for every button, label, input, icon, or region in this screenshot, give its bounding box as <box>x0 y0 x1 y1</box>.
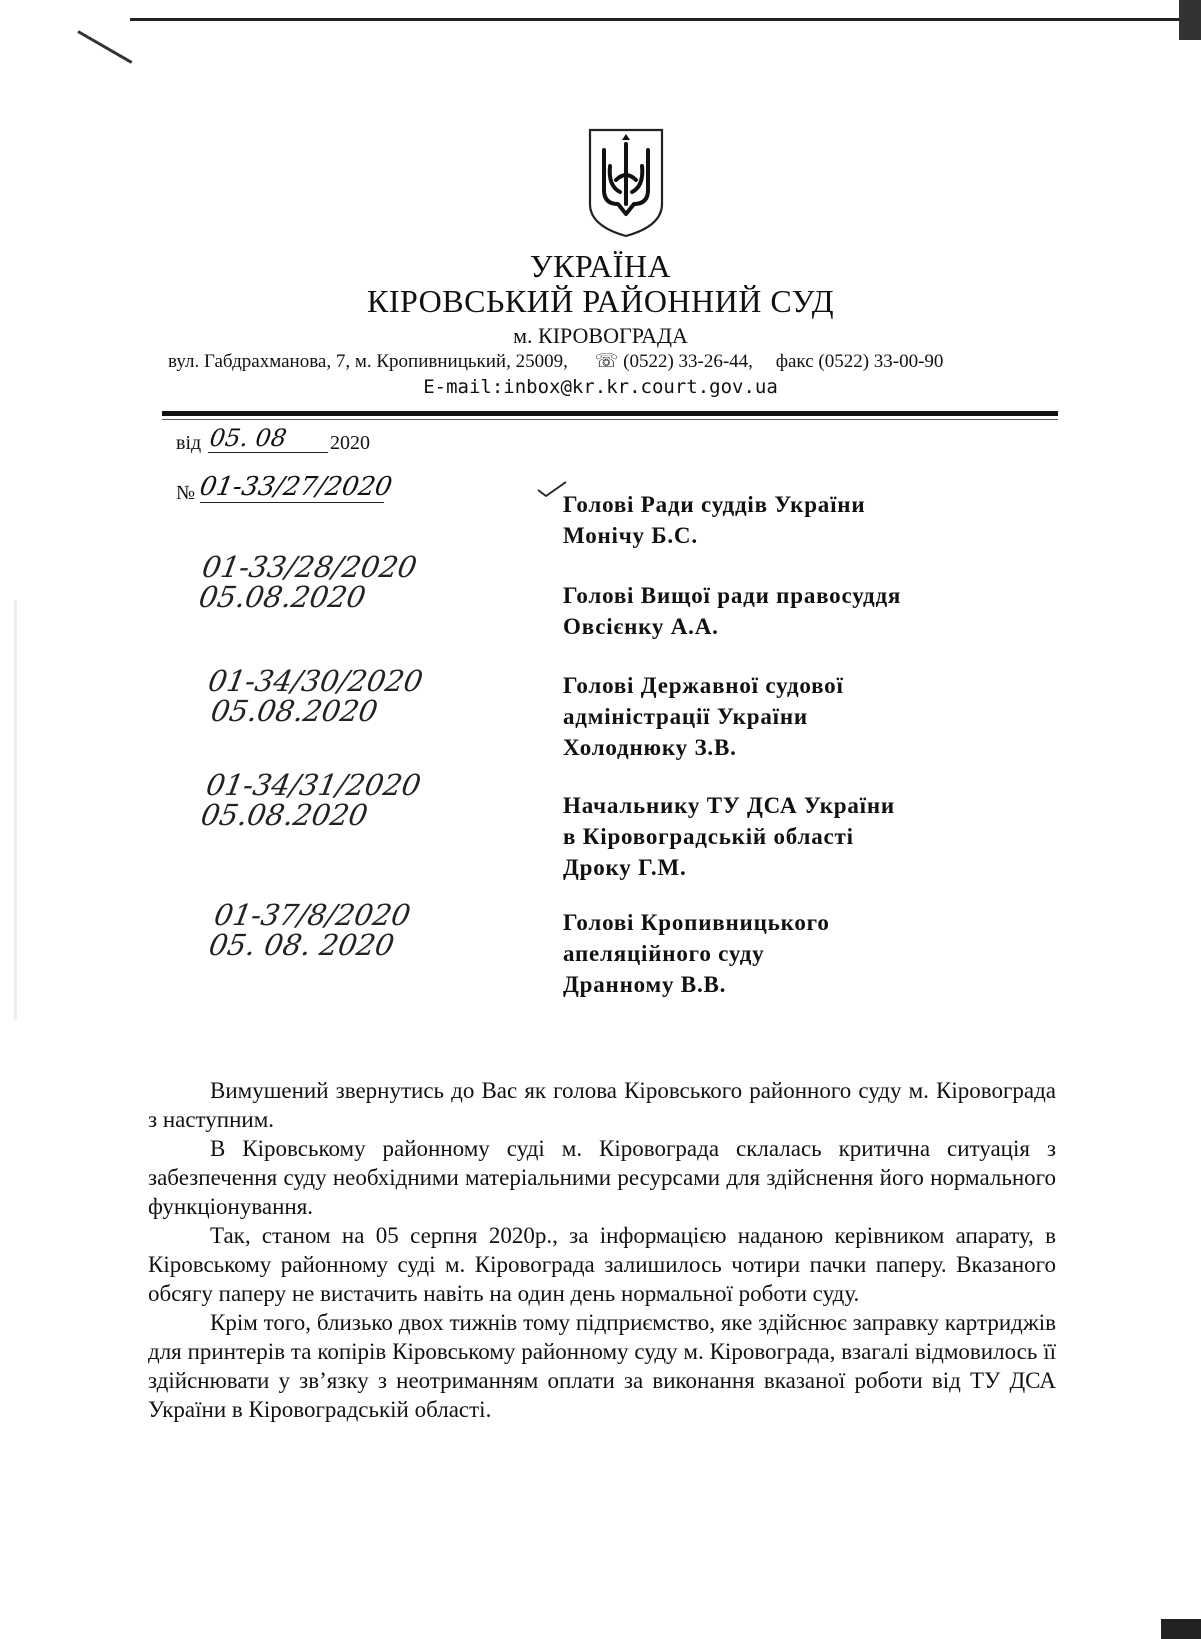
date-label: від <box>176 432 202 454</box>
registration-date: 05.08.2020 <box>198 798 371 832</box>
date-year: 2020 <box>330 432 370 454</box>
court-name: КІРОВСЬКИЙ РАЙОННИЙ СУД <box>366 283 835 319</box>
addressee-block <box>563 580 901 642</box>
number-underline <box>200 502 384 503</box>
court-email: E-mail:inbox@kr.kr.court.gov.ua <box>423 376 778 398</box>
header-rule-thin <box>162 419 1058 420</box>
addressee-line: Холоднюку З.В. <box>563 735 737 760</box>
scan-edge-right <box>1179 0 1201 40</box>
court-city: м. КІРОВОГРАДА <box>513 323 688 348</box>
body-paragraph: Так, станом на 05 серпня 2020р., за інформацією наданою керівником апарату, в Кіровському районному суді м. Кіровограда залишилось чотири пачки паперу. Вказаного обсягу паперу не вистачить навіть на один день нормальної роботи суду. <box>148 1223 1056 1306</box>
scan-mark <box>77 30 132 64</box>
registration-number: 01-37/8/2020 <box>211 898 414 932</box>
registration-date: 05. 08. 2020 <box>206 928 397 962</box>
registration-number: 01-34/30/2020 <box>205 664 426 698</box>
registration-number: 01-33/28/2020 <box>199 550 420 584</box>
addressee-line: Овсієнку А.А. <box>563 614 719 639</box>
country-title: УКРАЇНА <box>529 248 672 284</box>
date-handwritten: 05. 08 <box>208 424 289 452</box>
addressee-line: Дроку Г.М. <box>563 855 687 880</box>
body-paragraph: В Кіровському районному суді м. Кіровограда склалась критична ситуація з забезпечення суду необхідними матеріальними ресурсами для здійснення його нормального функціонування. <box>148 1136 1056 1219</box>
date-underline <box>208 452 328 453</box>
addressee-line: Дранному В.В. <box>563 972 727 997</box>
addressee-line: адміністрації України <box>563 704 808 729</box>
coat-of-arms-icon <box>586 126 666 238</box>
addressee-line: Голові Вищої ради правосуддя <box>563 583 902 608</box>
addressee-line: Голові Державної судової <box>563 673 844 698</box>
addressee-block <box>563 670 844 763</box>
court-phone: ☏ (0522) 33-26-44, <box>594 351 753 372</box>
number-label: № <box>176 482 196 504</box>
court-address-line <box>168 350 943 373</box>
court-address: вул. Габдрахманова, 7, м. Кропивницький, 25009, <box>168 351 568 372</box>
addressee-line: Монічу Б.С. <box>563 523 698 548</box>
registration-entry <box>207 900 413 960</box>
registration-date: 05.08.2020 <box>196 580 369 614</box>
letter-body <box>148 1076 1056 1424</box>
body-paragraph: Крім того, близько двох тижнів тому підприємство, яке здійснює заправку картриджів для принтерів та копірів Кіровському районному суду м. Кіровограда, взагалі відмовилось її здійснювати у зв’язку з неотриманням оплати за виконання вказаної роботи від ТУ ДСА України в Кіровоградській області. <box>148 1310 1056 1422</box>
registration-entry <box>199 770 423 830</box>
body-paragraph: Вимушений звернутись до Вас як голова Кіровського районного суду м. Кіровограда з наступним. <box>148 1078 1056 1132</box>
addressee-line: апеляційного суду <box>563 941 765 966</box>
addressee-line: Начальнику ТУ ДСА України <box>563 793 895 818</box>
addressee-line: Голові Кропивницького <box>563 910 830 935</box>
scan-edge-top <box>130 18 1201 21</box>
addressee-block <box>563 489 865 551</box>
court-fax: факс (0522) 33-00-90 <box>775 351 944 372</box>
addressee-block <box>563 790 895 883</box>
scan-edge-left <box>14 600 17 1020</box>
registration-entry <box>195 552 419 612</box>
addressee-line: Голові Ради суддів України <box>563 492 866 517</box>
addressee-line: в Кіровоградській області <box>563 824 854 849</box>
scan-corner <box>1161 1619 1201 1639</box>
addressee-block <box>563 907 830 1000</box>
number-handwritten: 01-33/27/2020 <box>197 472 395 502</box>
registration-date: 05.08.2020 <box>208 694 381 728</box>
registration-entry <box>201 666 425 726</box>
header-rule <box>162 411 1058 416</box>
registration-number: 01-34/31/2020 <box>203 768 424 802</box>
